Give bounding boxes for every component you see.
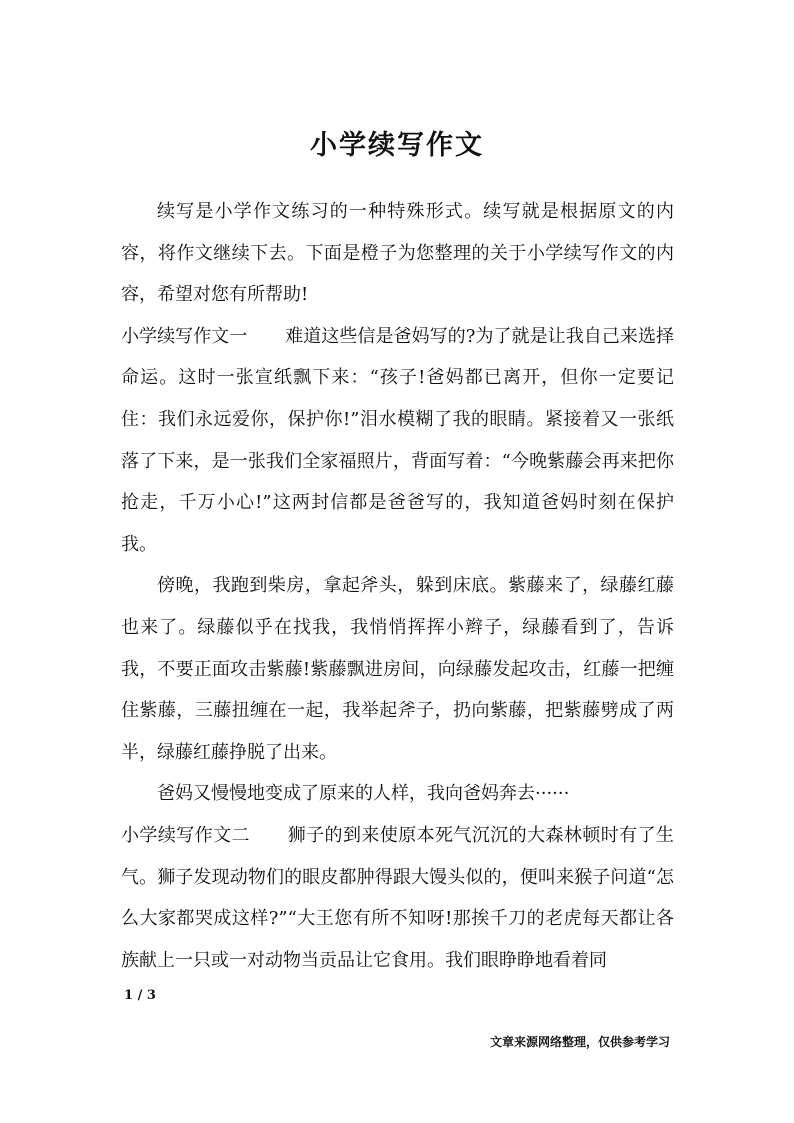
essay2-heading: 小学续写作文二	[121, 824, 250, 846]
essay2-paragraph-1-text: 狮子的到来使原本死气沉沉的大森林顿时有了生气。狮子发现动物们的眼皮都肿得跟大馒头似的，便叫来猴子问道“怎么大家都哭成这样?”“大王您有所不知呀!那挨千刀的老虎每天都让各族献上一只或一对动物当贡品让它食用。我们眼睁睁地看着同	[121, 824, 674, 971]
essay1-heading: 小学续写作文一	[121, 325, 248, 347]
essay1-paragraph-3: 爸妈又慢慢地变成了原来的人样，我向爸妈奔去······	[157, 783, 570, 805]
essay2-first-paragraph	[121, 815, 674, 981]
essay1-paragraph-1-text: 难道这些信是爸妈写的?为了就是让我自己来选择命运。这时一张宣纸飘下来：“孩子!爸妈都已离开，但你一定要记住：我们永远爱你，保护你!”泪水模糊了我的眼睛。紧接着又一张纸落了下来，是一张我们全家福照片，背面写着：“今晚紫藤会再来把你抢走，千万小心!”这两封信都是爸爸写的，我知道爸妈时刻在保护我。	[121, 325, 674, 555]
essay1-paragraph-2: 傍晚，我跑到柴房，拿起斧头，躲到床底。紫藤来了，绿藤红藤也来了。绿藤似乎在找我，我悄悄挥挥小辫子，绿藤看到了，告诉我，不要正面攻击紫藤!紫藤飘进房间，向绿藤发起攻击，红藤一把缠住紫藤，三藤扭缠在一起，我举起斧子，扔向紫藤，把紫藤劈成了两半，绿藤红藤挣脱了出来。	[121, 575, 674, 763]
essay1-first-paragraph	[121, 316, 674, 566]
page-number: 1 / 3	[124, 988, 156, 1003]
document-body	[121, 191, 674, 981]
footer-source-note: 文章来源网络整理，仅供参考学习	[489, 1035, 670, 1049]
intro-paragraph: 续写是小学作文练习的一种特殊形式。续写就是根据原文的内容，将作文继续下去。下面是橙子为您整理的关于小学续写作文的内容，希望对您有所帮助!	[121, 201, 674, 306]
document-title: 小学续写作文	[310, 130, 484, 161]
